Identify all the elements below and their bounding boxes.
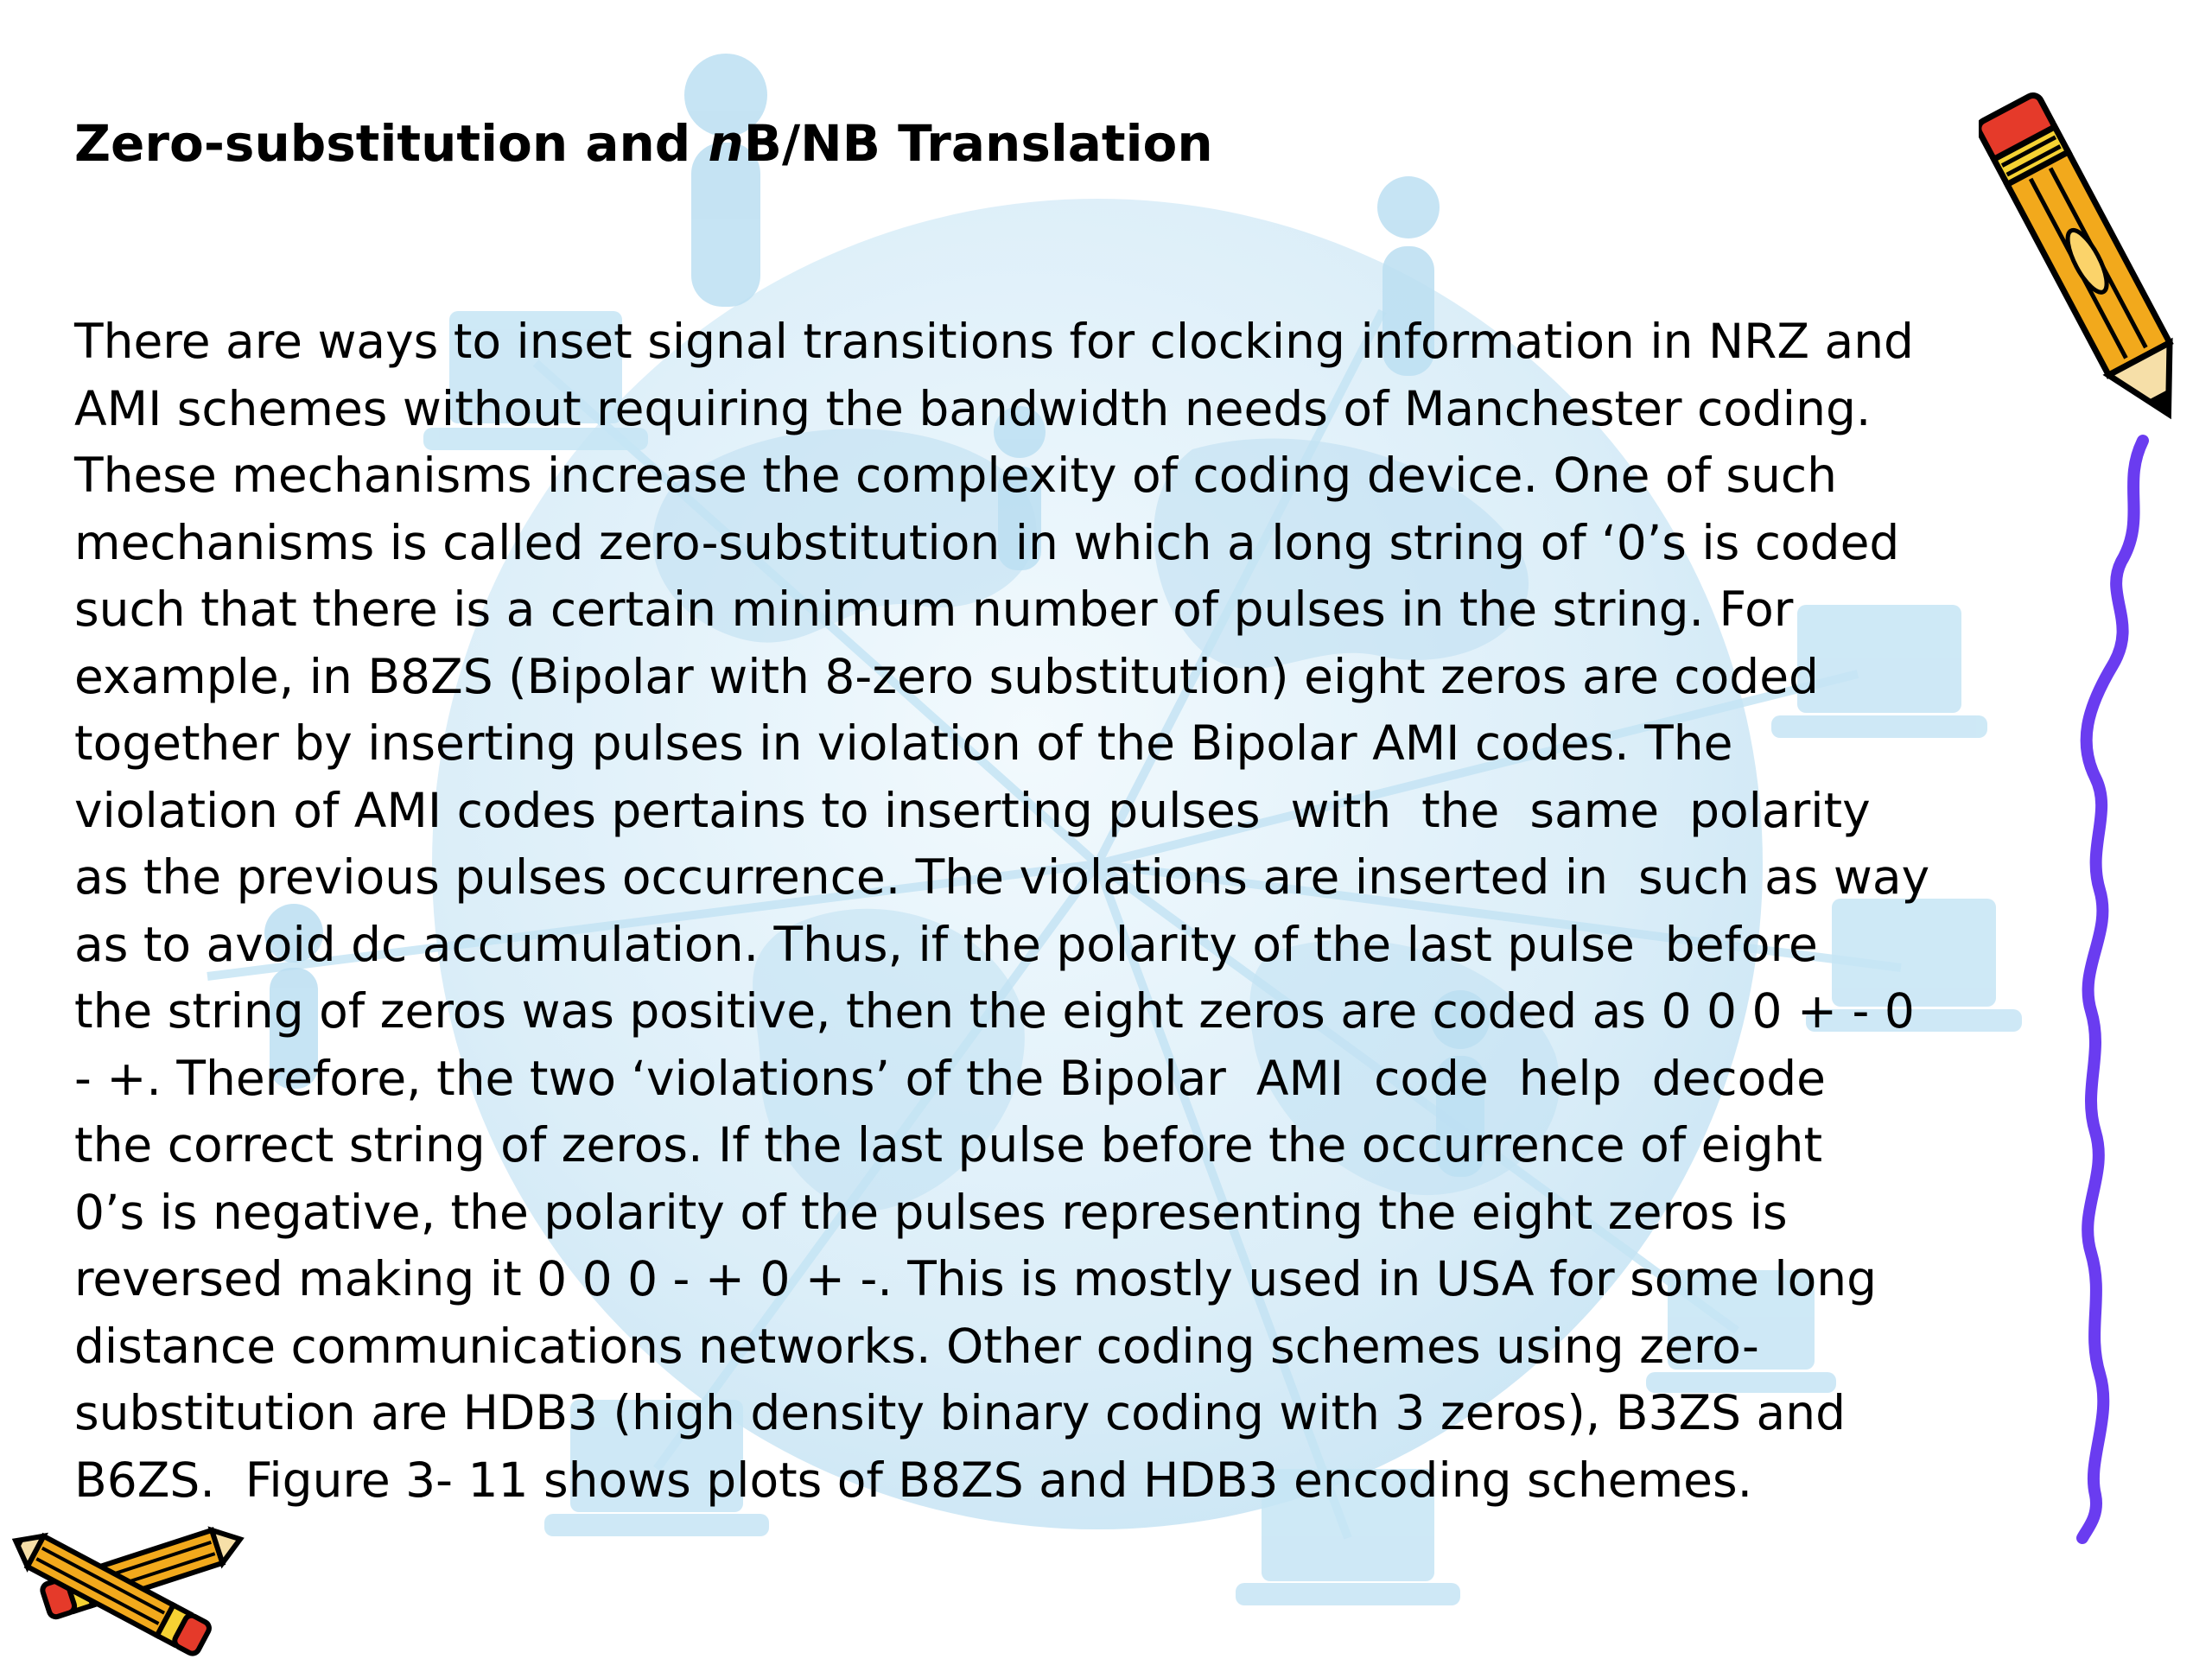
crossed-pencils-icon [0, 1508, 251, 1659]
body-line: B6ZS. Figure 3- 11 shows plots of B8ZS and HDB3 encoding schemes. [74, 1452, 1753, 1508]
purple-squiggle-line [2061, 432, 2164, 1547]
body-line: mechanisms is called zero-substitution in which a long string of ‘0’s is coded [74, 514, 1900, 570]
body-line: the correct string of zeros. If the last pulse before the occurrence of eight [74, 1117, 1823, 1173]
body-line: AMI schemes without requiring the bandwidth needs of Manchester coding. [74, 380, 1872, 436]
pencil-icon [1979, 78, 2203, 441]
body-line: the string of zeros was positive, then the eight zeros are coded as 0 0 0 + - 0 [74, 983, 1915, 1039]
title-prefix: Zero-substitution and [74, 114, 709, 173]
title-suffix: B/NB Translation [743, 114, 1213, 173]
body-line: together by inserting pulses in violation of the Bipolar AMI codes. The [74, 715, 1733, 771]
body-line: as to avoid dc accumulation. Thus, if the polarity of the last pulse before [74, 916, 1818, 972]
page-title [74, 111, 1975, 176]
body-paragraph [74, 308, 2131, 1514]
body-line: There are ways to inset signal transitions for clocking information in NRZ and [74, 314, 1914, 369]
body-line: These mechanisms increase the complexity of coding device. One of such [74, 448, 1838, 503]
body-line: such that there is a certain minimum number of pulses in the string. For [74, 582, 1794, 637]
body-line: 0’s is negative, the polarity of the pulses representing the eight zeros is [74, 1184, 1788, 1240]
body-line: substitution are HDB3 (high density binary coding with 3 zeros), B3ZS and [74, 1385, 1847, 1440]
body-line: reversed making it 0 0 0 - + 0 + -. This is mostly used in USA for some long [74, 1251, 1878, 1306]
body-line: distance communications networks. Other coding schemes using zero- [74, 1318, 1759, 1374]
body-line: violation of AMI codes pertains to inserting pulses with the same polarity [74, 782, 1871, 838]
body-line: - +. Therefore, the two ‘violations’ of the Bipolar AMI code help decode [74, 1050, 1826, 1106]
body-line: example, in B8ZS (Bipolar with 8-zero substitution) eight zeros are coded [74, 648, 1819, 704]
body-line: as the previous pulses occurrence. The violations are inserted in such as way [74, 849, 1930, 905]
title-italic: n [708, 114, 744, 173]
